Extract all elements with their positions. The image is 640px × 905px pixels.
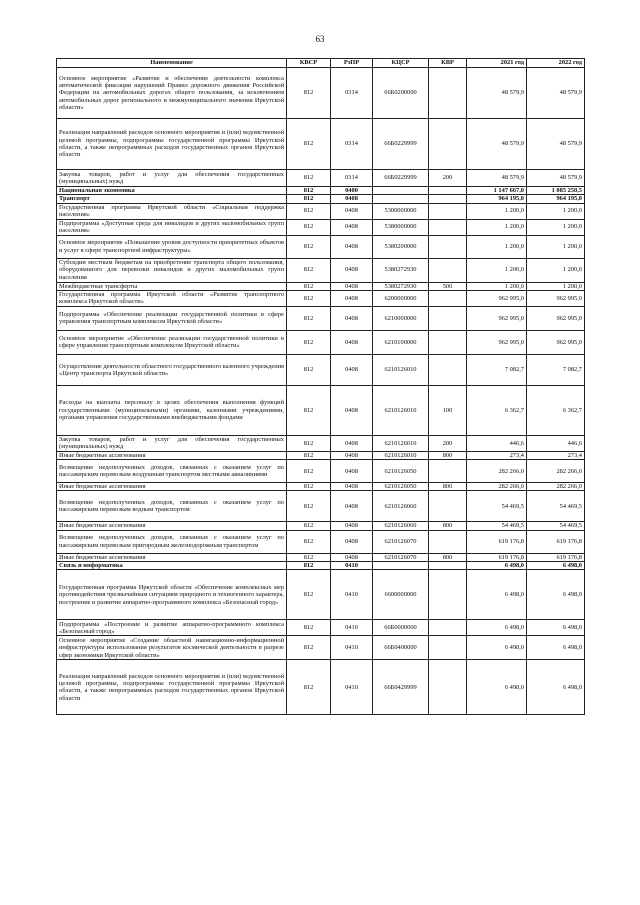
- row-2022-cell: 48 579,9: [527, 119, 585, 170]
- row-kvsr-cell: 812: [287, 354, 331, 385]
- table-row: [57, 219, 585, 235]
- row-2022-cell: 282 266,0: [527, 460, 585, 483]
- row-rzpr-cell: 0408: [331, 530, 373, 553]
- row-kvr-cell: [429, 306, 467, 330]
- row-name-cell: Реализация направлений расходов основного мероприятия и (или) ведомственной целевой программы, подпрограммы государственной программы Иркутской области, а также непрограммных расходов государственных органов Иркутской области: [57, 119, 287, 170]
- header-2022: 2022 год: [527, 59, 585, 68]
- row-kcsr-cell: 6210126010: [373, 354, 429, 385]
- header-rzpr: РзПР: [331, 59, 373, 68]
- table-row: [57, 483, 585, 491]
- row-name-cell: Национальная экономика: [57, 187, 287, 195]
- row-name-cell: Иные бюджетные ассигнования: [57, 451, 287, 459]
- row-kvsr-cell: 812: [287, 187, 331, 195]
- row-kcsr-cell: 6200000000: [373, 290, 429, 306]
- row-kvsr-cell: 812: [287, 522, 331, 530]
- row-2022-cell: 1 200,0: [527, 282, 585, 290]
- row-2021-cell: 446,6: [467, 435, 527, 451]
- row-kvr-cell: 800: [429, 451, 467, 459]
- row-2021-cell: 1 200,0: [467, 282, 527, 290]
- page-number: 63: [315, 34, 325, 44]
- row-2022-cell: 54 469,5: [527, 522, 585, 530]
- row-kvsr-cell: 812: [287, 636, 331, 660]
- row-rzpr-cell: 0408: [331, 553, 373, 561]
- table-row: [57, 354, 585, 385]
- header-kvsr: КВСР: [287, 59, 331, 68]
- row-kvr-cell: [429, 203, 467, 219]
- row-kcsr-cell: 66Б0429999: [373, 660, 429, 715]
- row-kvr-cell: 200: [429, 435, 467, 451]
- row-kvsr-cell: 812: [287, 235, 331, 258]
- row-kvsr-cell: 812: [287, 553, 331, 561]
- table-header-row: [57, 59, 585, 68]
- row-kvsr-cell: 812: [287, 282, 331, 290]
- row-kcsr-cell: 66Б0200000: [373, 68, 429, 119]
- row-2021-cell: 282 266,0: [467, 483, 527, 491]
- table-row: [57, 170, 585, 187]
- row-name-cell: Закупка товаров, работ и услуг для обеспечения государственных (муниципальных) нужд: [57, 435, 287, 451]
- row-kvr-cell: [429, 460, 467, 483]
- row-kvr-cell: [429, 491, 467, 522]
- row-rzpr-cell: 0408: [331, 491, 373, 522]
- row-2021-cell: 962 995,0: [467, 290, 527, 306]
- row-name-cell: Осуществление деятельности областного государственного казенного учреждения «Центр транспорта Иркутской области»: [57, 354, 287, 385]
- table-row: [57, 660, 585, 715]
- row-2021-cell: 6 498,0: [467, 636, 527, 660]
- row-kvr-cell: 200: [429, 170, 467, 187]
- row-kcsr-cell: 66Б0400000: [373, 636, 429, 660]
- row-kvsr-cell: 812: [287, 530, 331, 553]
- table-row: [57, 562, 585, 570]
- row-2022-cell: 1 085 250,5: [527, 187, 585, 195]
- row-2022-cell: 282 266,0: [527, 483, 585, 491]
- row-kvr-cell: [429, 219, 467, 235]
- row-kvsr-cell: 812: [287, 119, 331, 170]
- table-row: [57, 385, 585, 435]
- row-kcsr-cell: 5380200000: [373, 235, 429, 258]
- row-2021-cell: 1 200,0: [467, 203, 527, 219]
- row-2021-cell: 1 200,0: [467, 235, 527, 258]
- row-2021-cell: 6 498,0: [467, 562, 527, 570]
- row-2021-cell: 962 995,0: [467, 330, 527, 354]
- row-kcsr-cell: [373, 562, 429, 570]
- row-rzpr-cell: 0408: [331, 290, 373, 306]
- row-rzpr-cell: 0408: [331, 306, 373, 330]
- row-2022-cell: 48 579,9: [527, 170, 585, 187]
- row-kcsr-cell: 6210126010: [373, 451, 429, 459]
- row-2021-cell: 7 082,7: [467, 354, 527, 385]
- row-2021-cell: 6 362,7: [467, 385, 527, 435]
- table-row: [57, 258, 585, 282]
- row-kvsr-cell: 812: [287, 219, 331, 235]
- row-kvsr-cell: 812: [287, 562, 331, 570]
- row-2022-cell: 619 176,8: [527, 553, 585, 561]
- row-rzpr-cell: 0408: [331, 258, 373, 282]
- row-rzpr-cell: 0400: [331, 187, 373, 195]
- row-kvr-cell: [429, 636, 467, 660]
- row-rzpr-cell: 0314: [331, 119, 373, 170]
- row-2021-cell: 962 995,0: [467, 306, 527, 330]
- row-name-cell: Субсидии местным бюджетам на приобретение транспорта общего пользования, оборудованного для перевозки инвалидов и других маломобильных групп населения: [57, 258, 287, 282]
- row-name-cell: Государственная программа Иркутской области «Развитие транспортного комплекса Иркутской области»: [57, 290, 287, 306]
- row-rzpr-cell: 0410: [331, 620, 373, 636]
- row-kvsr-cell: 812: [287, 385, 331, 435]
- row-kvr-cell: 500: [429, 282, 467, 290]
- row-kvr-cell: [429, 235, 467, 258]
- row-kvsr-cell: 812: [287, 195, 331, 203]
- row-kcsr-cell: 5300000000: [373, 203, 429, 219]
- row-rzpr-cell: 0408: [331, 235, 373, 258]
- table-row: [57, 119, 585, 170]
- row-2022-cell: 962 995,0: [527, 290, 585, 306]
- row-name-cell: Иные бюджетные ассигнования: [57, 483, 287, 491]
- row-kvr-cell: [429, 290, 467, 306]
- row-name-cell: Основное мероприятие «Развитие и обеспечение деятельности комплекса автоматической фиксации нарушений Правил дорожного движения Российской Федерации на автомобильных дорогах общего пользования, за исключением автомобильных дорог регионального и межмуниципального значения Иркутской области»: [57, 68, 287, 119]
- row-rzpr-cell: 0408: [331, 435, 373, 451]
- row-2022-cell: 6 498,0: [527, 660, 585, 715]
- row-kvr-cell: [429, 620, 467, 636]
- row-kcsr-cell: 6210126060: [373, 522, 429, 530]
- row-rzpr-cell: 0408: [331, 385, 373, 435]
- row-name-cell: Основное мероприятие «Обеспечение реализации государственной политики в сфере управления транспортным комплексом Иркутской области»: [57, 330, 287, 354]
- row-rzpr-cell: 0408: [331, 354, 373, 385]
- row-rzpr-cell: 0408: [331, 219, 373, 235]
- row-2021-cell: 6 498,0: [467, 570, 527, 620]
- row-2022-cell: 6 498,0: [527, 620, 585, 636]
- budget-table: [56, 58, 585, 715]
- row-kcsr-cell: 6210126070: [373, 530, 429, 553]
- row-2021-cell: 54 469,5: [467, 522, 527, 530]
- row-kvsr-cell: 812: [287, 306, 331, 330]
- row-2022-cell: 273,4: [527, 451, 585, 459]
- table-row: [57, 620, 585, 636]
- row-rzpr-cell: 0410: [331, 636, 373, 660]
- row-kvr-cell: [429, 258, 467, 282]
- table-row: [57, 451, 585, 459]
- row-kvsr-cell: 812: [287, 68, 331, 119]
- row-kvsr-cell: 812: [287, 483, 331, 491]
- header-name: Наименование: [57, 59, 287, 68]
- row-2021-cell: 48 579,9: [467, 170, 527, 187]
- row-2021-cell: 1 147 667,0: [467, 187, 527, 195]
- row-2022-cell: 1 200,0: [527, 258, 585, 282]
- row-kvr-cell: [429, 562, 467, 570]
- row-name-cell: Возмещение недополученных доходов, связанных с оказанием услуг по пассажирским перевозкам пригородным железнодорожным транспортом: [57, 530, 287, 553]
- row-kcsr-cell: 66Б0000000: [373, 620, 429, 636]
- row-rzpr-cell: 0410: [331, 562, 373, 570]
- table-row: [57, 553, 585, 561]
- table-row: [57, 435, 585, 451]
- row-kvr-cell: [429, 570, 467, 620]
- row-2021-cell: 6 498,0: [467, 660, 527, 715]
- row-kcsr-cell: 6210126010: [373, 435, 429, 451]
- row-kcsr-cell: 5380000000: [373, 219, 429, 235]
- row-kvr-cell: 100: [429, 385, 467, 435]
- row-rzpr-cell: 0408: [331, 522, 373, 530]
- row-kvr-cell: [429, 530, 467, 553]
- table-row: [57, 195, 585, 203]
- row-kvsr-cell: 812: [287, 258, 331, 282]
- row-2021-cell: 1 200,0: [467, 219, 527, 235]
- row-2022-cell: 1 200,0: [527, 235, 585, 258]
- row-2021-cell: 1 200,0: [467, 258, 527, 282]
- table-row: [57, 491, 585, 522]
- row-kvsr-cell: 812: [287, 460, 331, 483]
- table-row: [57, 460, 585, 483]
- row-name-cell: Основное мероприятие «Повышение уровня доступности приоритетных объектов и услуг в сфере транспортной инфраструктуры»: [57, 235, 287, 258]
- row-2022-cell: 1 200,0: [527, 219, 585, 235]
- row-2021-cell: 48 579,9: [467, 68, 527, 119]
- row-rzpr-cell: 0408: [331, 460, 373, 483]
- row-2022-cell: 446,6: [527, 435, 585, 451]
- table-row: [57, 530, 585, 553]
- row-rzpr-cell: 0408: [331, 451, 373, 459]
- row-2021-cell: 54 469,5: [467, 491, 527, 522]
- row-kvr-cell: 800: [429, 553, 467, 561]
- row-name-cell: Иные бюджетные ассигнования: [57, 553, 287, 561]
- row-2022-cell: 964 195,0: [527, 195, 585, 203]
- row-rzpr-cell: 0408: [331, 195, 373, 203]
- row-2021-cell: 6 498,0: [467, 620, 527, 636]
- row-kcsr-cell: 5380272930: [373, 258, 429, 282]
- table-row: [57, 330, 585, 354]
- row-name-cell: Транспорт: [57, 195, 287, 203]
- row-kcsr-cell: 6600000000: [373, 570, 429, 620]
- row-2021-cell: 273,4: [467, 451, 527, 459]
- row-kvsr-cell: 812: [287, 435, 331, 451]
- table-row: [57, 68, 585, 119]
- row-2022-cell: 6 498,0: [527, 636, 585, 660]
- row-2022-cell: 7 082,7: [527, 354, 585, 385]
- row-rzpr-cell: 0408: [331, 282, 373, 290]
- row-2022-cell: 619 176,8: [527, 530, 585, 553]
- table-row: [57, 235, 585, 258]
- row-kvr-cell: 800: [429, 483, 467, 491]
- row-2022-cell: 48 579,9: [527, 68, 585, 119]
- row-kvr-cell: [429, 68, 467, 119]
- row-kcsr-cell: 6210126050: [373, 460, 429, 483]
- row-kvr-cell: [429, 187, 467, 195]
- table-row: [57, 290, 585, 306]
- row-kcsr-cell: 66Б0229999: [373, 170, 429, 187]
- row-rzpr-cell: 0408: [331, 483, 373, 491]
- row-kvr-cell: [429, 330, 467, 354]
- row-2022-cell: 1 200,0: [527, 203, 585, 219]
- row-name-cell: Подпрограмма «Обеспечение реализации государственной политики в сфере управления транспортным комплексом Иркутской области»: [57, 306, 287, 330]
- row-rzpr-cell: 0314: [331, 68, 373, 119]
- row-2022-cell: 6 498,0: [527, 570, 585, 620]
- row-kcsr-cell: 6210126060: [373, 491, 429, 522]
- row-name-cell: Расходы на выплаты персоналу в целях обеспечения выполнения функций государственными (муниципальными) органами, казенными учреждениями, органами управления государственными внебюджетными фондами: [57, 385, 287, 435]
- table-row: [57, 570, 585, 620]
- header-kcsr: КЦСР: [373, 59, 429, 68]
- header-2021: 2021 год: [467, 59, 527, 68]
- row-kcsr-cell: [373, 187, 429, 195]
- row-name-cell: Реализация направлений расходов основного мероприятия и (или) ведомственной целевой программы, подпрограммы государственной программы Иркутской области, а также непрограммных расходов государственных органов Иркутской области: [57, 660, 287, 715]
- row-2022-cell: 6 498,0: [527, 562, 585, 570]
- row-2021-cell: 48 579,9: [467, 119, 527, 170]
- row-2021-cell: 282 266,0: [467, 460, 527, 483]
- row-kvsr-cell: 812: [287, 203, 331, 219]
- table-row: [57, 203, 585, 219]
- row-kcsr-cell: 6210126050: [373, 483, 429, 491]
- row-name-cell: Основное мероприятие «Создание областной навигационно-информационной инфраструктуры использования результатов космической деятельности в разрезе сфер экономики Иркутской области»: [57, 636, 287, 660]
- row-rzpr-cell: 0410: [331, 660, 373, 715]
- row-rzpr-cell: 0314: [331, 170, 373, 187]
- row-kvr-cell: [429, 195, 467, 203]
- row-kvsr-cell: 812: [287, 330, 331, 354]
- row-name-cell: Возмещение недополученных доходов, связанных с оказанием услуг по пассажирским перевозкам водным транспортом: [57, 491, 287, 522]
- table-row: [57, 282, 585, 290]
- row-kcsr-cell: [373, 195, 429, 203]
- row-name-cell: Иные бюджетные ассигнования: [57, 522, 287, 530]
- row-name-cell: Подпрограмма «Доступная среда для инвалидов и других маломобильных групп населения»: [57, 219, 287, 235]
- row-kcsr-cell: 6210100000: [373, 330, 429, 354]
- row-kvsr-cell: 812: [287, 660, 331, 715]
- table-row: [57, 306, 585, 330]
- row-name-cell: Связь и информатика: [57, 562, 287, 570]
- row-2021-cell: 964 195,0: [467, 195, 527, 203]
- row-kcsr-cell: 6210000000: [373, 306, 429, 330]
- row-kvsr-cell: 812: [287, 620, 331, 636]
- row-kvsr-cell: 812: [287, 491, 331, 522]
- table-row: [57, 522, 585, 530]
- row-kvsr-cell: 812: [287, 570, 331, 620]
- row-kvr-cell: 800: [429, 522, 467, 530]
- row-kvsr-cell: 812: [287, 290, 331, 306]
- row-name-cell: Возмещение недополученных доходов, связанных с оказанием услуг по пассажирским перевозкам воздушным транспортом местными авиалиниями: [57, 460, 287, 483]
- table-row: [57, 636, 585, 660]
- row-rzpr-cell: 0410: [331, 570, 373, 620]
- row-kcsr-cell: 5380272930: [373, 282, 429, 290]
- row-kcsr-cell: 6210126010: [373, 385, 429, 435]
- header-kvr: КВР: [429, 59, 467, 68]
- row-name-cell: Межбюджетные трансферты: [57, 282, 287, 290]
- row-name-cell: Подпрограмма «Построение и развитие аппаратно-программного комплекса «Безопасный город»: [57, 620, 287, 636]
- row-rzpr-cell: 0408: [331, 330, 373, 354]
- table-row: [57, 187, 585, 195]
- row-kvr-cell: [429, 660, 467, 715]
- row-2022-cell: 54 469,5: [527, 491, 585, 522]
- row-kvsr-cell: 812: [287, 451, 331, 459]
- row-2022-cell: 962 995,0: [527, 330, 585, 354]
- row-rzpr-cell: 0408: [331, 203, 373, 219]
- row-kvr-cell: [429, 354, 467, 385]
- row-kvsr-cell: 812: [287, 170, 331, 187]
- row-kcsr-cell: 66Б0229999: [373, 119, 429, 170]
- row-2021-cell: 619 176,8: [467, 553, 527, 561]
- row-kcsr-cell: 6210126070: [373, 553, 429, 561]
- row-name-cell: Государственная программа Иркутской области «Социальная поддержка населения»: [57, 203, 287, 219]
- row-name-cell: Государственная программа Иркутской области «Обеспечение комплексных мер противодействия чрезвычайным ситуациям природного и техногенного характера, построение и развитие аппаратно-программного комплекса «Безопасный город»: [57, 570, 287, 620]
- row-name-cell: Закупка товаров, работ и услуг для обеспечения государственных (муниципальных) нужд: [57, 170, 287, 187]
- row-kvr-cell: [429, 119, 467, 170]
- row-2021-cell: 619 176,8: [467, 530, 527, 553]
- row-2022-cell: 6 362,7: [527, 385, 585, 435]
- row-2022-cell: 962 995,0: [527, 306, 585, 330]
